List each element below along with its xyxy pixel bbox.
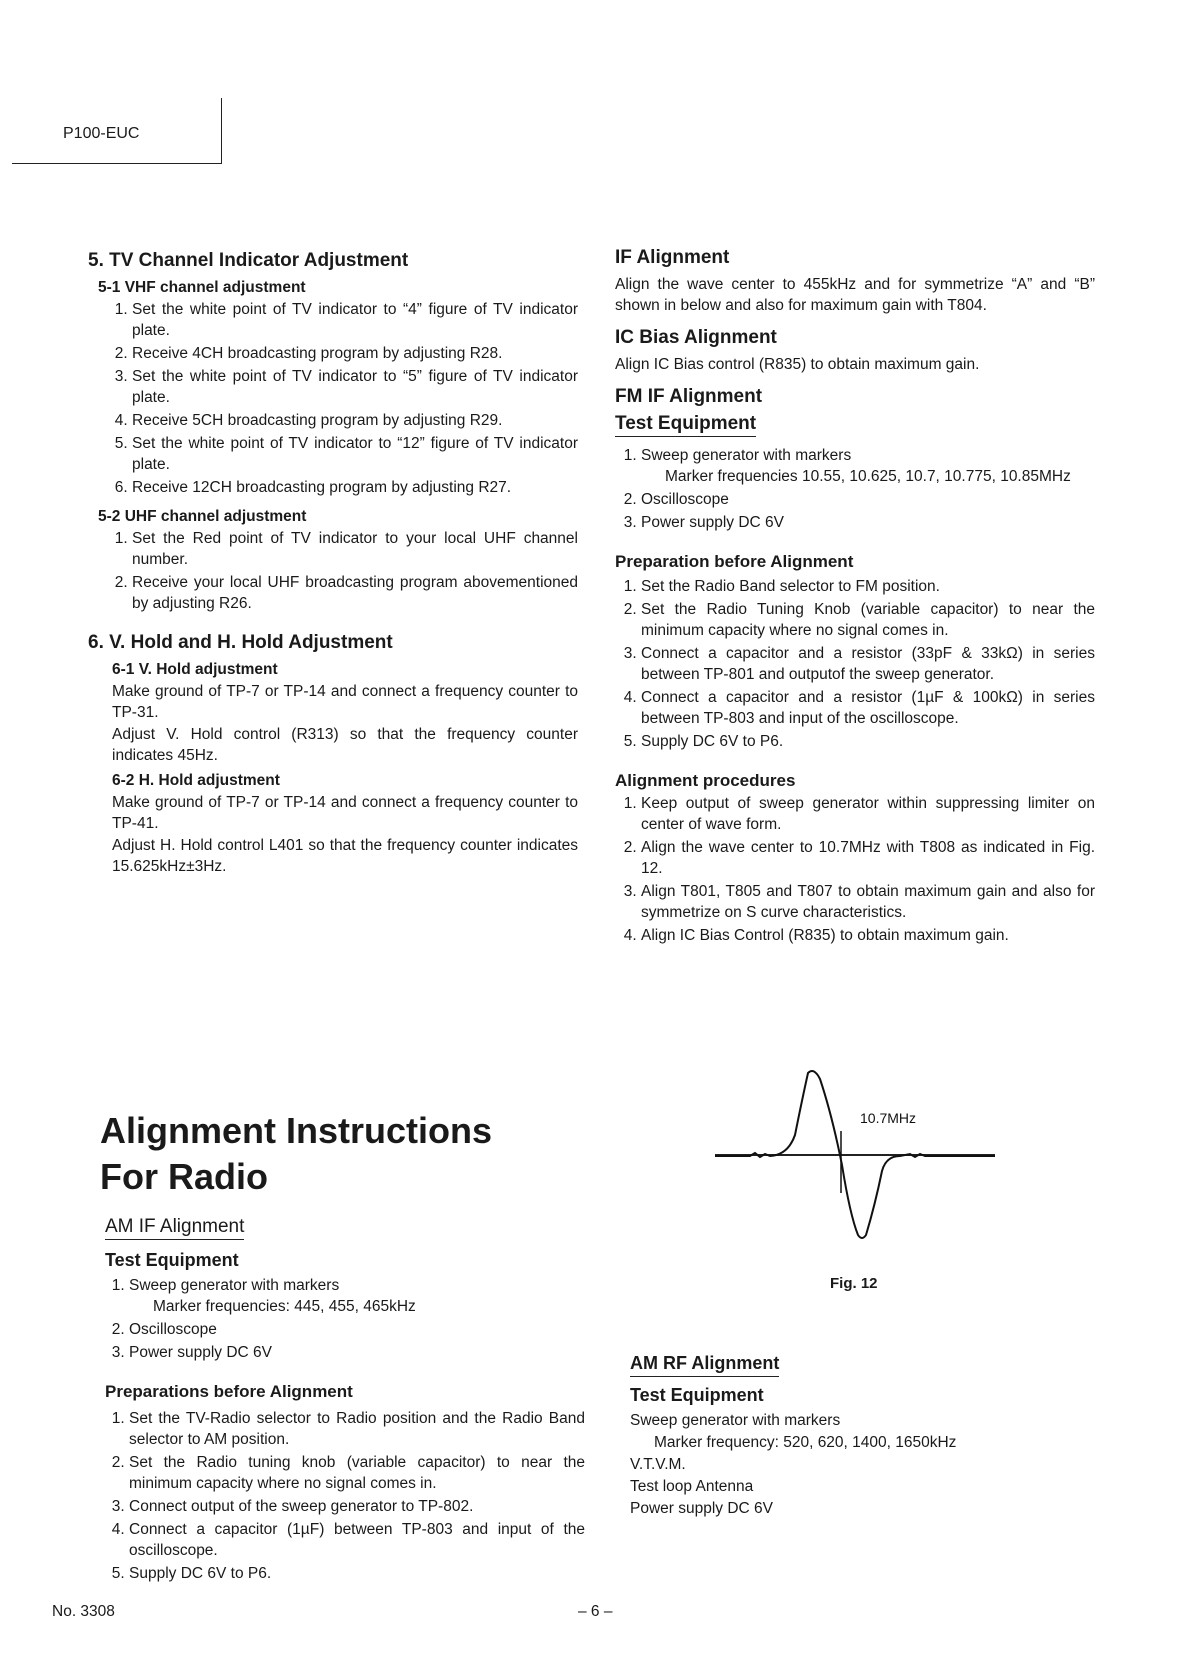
list-item (129, 1275, 585, 1317)
fm-proc-title: Alignment procedures (615, 771, 796, 790)
list-item: 6. Receive 12CH broadcasting program by adjusting R27. (132, 477, 578, 498)
list-item: 1. Keep output of sweep generator within suppressing limiter on center of wave form. (641, 793, 1095, 835)
list-item: 1. Set the TV-Radio selector to Radio position and the Radio Band selector to AM position. (129, 1408, 585, 1450)
section-6-1-para-2: Adjust V. Hold control (R313) so that the frequency counter indicates 45Hz. (112, 726, 578, 764)
section-6-2-title: 6-2 H. Hold adjustment (112, 772, 280, 789)
page-number: – 6 – (578, 1603, 613, 1620)
section-6-1-title: 6-1 V. Hold adjustment (112, 661, 278, 678)
section-6-title: 6. V. Hold and H. Hold Adjustment (88, 632, 393, 653)
model-number: P100-EUC (63, 125, 140, 142)
fm-prep-title: Preparation before Alignment (615, 552, 854, 571)
title-line-1: Alignment Instructions (100, 1110, 493, 1151)
if-alignment-text: Align the wave center to 455kHz and for symmetrize “A” and “B” shown in below and also for maximum gain with T804. (615, 276, 1095, 314)
list-item: 2. Set the Radio Tuning Knob (variable capacitor) to near the minimum capacity where no signal comes in. (641, 599, 1095, 641)
list-item: 3. Power supply DC 6V (641, 512, 1095, 533)
list-item: 3. Connect a capacitor and a resistor (33pF & 33kΩ) in series between TP-801 and outputof the sweep generator. (641, 643, 1095, 685)
list-item: 2. Set the Radio tuning knob (variable capacitor) to near the minimum capacity where no signal comes in. (129, 1452, 585, 1494)
fm-proc-list (615, 793, 1095, 946)
list-item: 4. Connect a capacitor (1µF) between TP-803 and input of the oscilloscope. (129, 1519, 585, 1561)
list-item: 5. Set the white point of TV indicator to “12” figure of TV indicator plate. (132, 433, 578, 475)
header-rule (12, 163, 222, 164)
am-rf-title: AM RF Alignment (630, 1353, 779, 1377)
if-alignment-title: IF Alignment (615, 247, 730, 268)
list-item: 2. Oscilloscope (641, 489, 1095, 510)
equipment-subtext: Marker frequencies: 445, 455, 465kHz (153, 1298, 416, 1315)
am-test-equipment-title: Test Equipment (105, 1250, 239, 1270)
list-item (641, 445, 1095, 487)
left-column (88, 250, 578, 878)
section-6-2-para-1: Make ground of TP-7 or TP-14 and connect a frequency counter to TP-41. (112, 794, 578, 832)
list-item: 3. Set the white point of TV indicator to “5” figure of TV indicator plate. (132, 366, 578, 408)
list-item: 2. Receive your local UHF broadcasting program abovementioned by adjusting R26. (132, 572, 578, 614)
list-item: 2. Oscilloscope (129, 1319, 585, 1340)
list-item: 3. Power supply DC 6V (129, 1342, 585, 1363)
section-5-1-title: 5-1 VHF channel adjustment (98, 279, 306, 296)
list-item: 3. Connect output of the sweep generator to TP-802. (129, 1496, 585, 1517)
fm-if-title: FM IF Alignment (615, 386, 763, 407)
section-5-1-list (98, 299, 578, 498)
right-column (615, 247, 1095, 954)
header-vertical-rule (221, 98, 222, 163)
am-rf-line: Power supply DC 6V (630, 1500, 774, 1517)
am-rf-line: V.T.V.M. (630, 1456, 686, 1473)
ic-bias-title: IC Bias Alignment (615, 327, 777, 348)
equipment-subtext: Marker frequencies 10.55, 10.625, 10.7, 10.775, 10.85MHz (665, 468, 1071, 485)
list-item: 5. Supply DC 6V to P6. (641, 731, 1095, 752)
equipment-text: Sweep generator with markers (641, 447, 852, 464)
am-rf-line: Test loop Antenna (630, 1478, 754, 1495)
list-item: 1. Set the Radio Band selector to FM position. (641, 576, 1095, 597)
list-item: 4. Connect a capacitor and a resistor (1µF & 100kΩ) in series between TP-803 and input of the oscilloscope. (641, 687, 1095, 729)
ic-bias-text: Align IC Bias control (R835) to obtain maximum gain. (615, 356, 980, 373)
am-rf-line: Sweep generator with markers (630, 1412, 841, 1429)
radio-alignment-title (100, 1108, 492, 1200)
am-prep-list (105, 1408, 585, 1584)
figure-caption: Fig. 12 (830, 1275, 878, 1292)
section-6-2-para-2: Adjust H. Hold control L401 so that the frequency counter indicates 15.625kHz±3Hz. (112, 837, 578, 875)
list-item: 3. Align T801, T805 and T807 to obtain maximum gain and also for symmetrize on S curve characteristics. (641, 881, 1095, 923)
title-line-2: For Radio (100, 1156, 268, 1197)
list-item: 4. Receive 5CH broadcasting program by adjusting R29. (132, 410, 578, 431)
list-item: 5. Supply DC 6V to P6. (129, 1563, 585, 1584)
s-curve-figure (710, 1065, 1000, 1245)
am-if-section (105, 1216, 585, 1592)
fm-prep-list (615, 576, 1095, 752)
am-rf-section (630, 1353, 1090, 1520)
am-rf-line: Marker frequency: 520, 620, 1400, 1650kHz (654, 1434, 957, 1451)
section-6-1-para-1: Make ground of TP-7 or TP-14 and connect a frequency counter to TP-31. (112, 683, 578, 721)
document-number: No. 3308 (52, 1603, 115, 1620)
list-item: 1. Set the white point of TV indicator to “4” figure of TV indicator plate. (132, 299, 578, 341)
am-rf-test-title: Test Equipment (630, 1385, 764, 1405)
list-item: 1. Set the Red point of TV indicator to your local UHF channel number. (132, 528, 578, 570)
am-equipment-list (105, 1275, 585, 1363)
section-5-2-list (98, 528, 578, 614)
am-prep-title: Preparations before Alignment (105, 1382, 353, 1401)
am-if-title: AM IF Alignment (105, 1216, 244, 1240)
list-item: 2. Align the wave center to 10.7MHz with T808 as indicated in Fig. 12. (641, 837, 1095, 879)
list-item: 2. Receive 4CH broadcasting program by adjusting R28. (132, 343, 578, 364)
fm-test-equipment-title: Test Equipment (615, 413, 756, 437)
list-item: 4. Align IC Bias Control (R835) to obtain maximum gain. (641, 925, 1095, 946)
equipment-text: Sweep generator with markers (129, 1277, 340, 1294)
section-5-title: 5. TV Channel Indicator Adjustment (88, 250, 409, 271)
center-frequency-label: 10.7MHz (860, 1110, 917, 1126)
fm-equipment-list (615, 445, 1095, 533)
section-5-2-title: 5-2 UHF channel adjustment (98, 508, 307, 525)
